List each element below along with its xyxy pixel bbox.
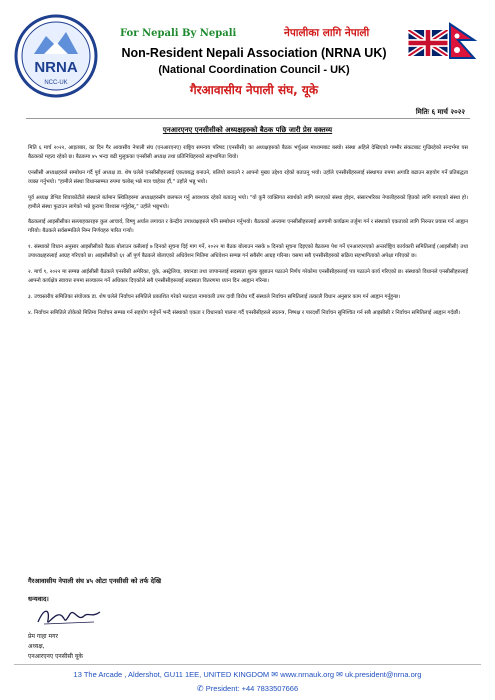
website-link[interactable]: www.nrnauk.org <box>280 670 334 679</box>
nrna-logo <box>14 14 98 98</box>
signatory-block <box>28 632 83 662</box>
letterhead <box>0 0 495 118</box>
president-phone[interactable]: President: +44 7833507666 <box>205 684 299 693</box>
address-text: 13 The Arcade , Aldershot, GU11 1EE, UNITED KINGDOM <box>73 670 270 679</box>
globe-icon: ✉ <box>271 670 281 679</box>
footer-divider <box>14 664 481 665</box>
decision-item: १. संस्थाको विधान अनुसार आइसीसीको बैठक बोलाउन कसैलाई ७ दिनको सूचना दिई माग गर्ने, २०२२ मा बैठक बोलाउन नसके ७ दिनको सूचना दिइएको बैठकमा पेश गर्ने एनआरएनएको अन्तर्राष्ट्रिय कार्यकारी समितिलाई (आइसीसी) तथा उपाध्यक्षहरुलाई आग्रह गरिएको छ। आइसीसीको ६१ औं पूर्ण बैठकले बोलाएको अधिवेशन मितिमा अधिवेशन सम्पन्न गर्न सबैसँग आग्रह गरिन्छ। यसमा सबै एनसीसीहरुको सक्रिय सहभागिताको अपेक्षा गरिएको छ। <box>28 244 468 260</box>
email-icon: ✉ <box>336 670 346 679</box>
closing-line: गैरआवासीय नेपाली संघ ४५ ओटा एनसीसी को तर्फ देखि <box>28 577 162 585</box>
organization-name: Non-Resident Nepali Association (NRNA UK) <box>121 46 387 60</box>
thanks-line: धन्यवाद। <box>28 595 49 603</box>
handwritten-signature <box>34 602 104 630</box>
body-paragraph: बैठकलाई आइसीसीका सल्लाहकारहरु कुल आचार्य, विष्णु अर्याल लगायत र केन्द्रीय उपाध्यक्षहरुले पनि सम्बोधन गर्नुभयो। बैठकको अन्त्यमा एनसीसीहरुलाई आगामी कार्यक्रम तर्जुमा गर्न र संस्थाको एकताको लागि निरन्तर प्रयास गर्न आह्वान गरियो। बैठकले सर्वसम्मतिले निम्न निर्णयहरु पारित गर्‍यो। <box>28 219 468 235</box>
nepal-flag-icon <box>448 22 478 60</box>
phone-icon: ✆ <box>196 684 206 693</box>
email-link[interactable]: uk.president@nrna.org <box>345 670 422 679</box>
decision-item: ३. उच्चस्तरीय समितिका संयोजक डा. शेष घलेले निर्वाचन समितिले प्रकाशित गरेको मतदाता नामावली उपर दावी विरोध गर्दै संस्थाले निर्वाचन समितिलाई तत्कालै विधान अनुसार काम गर्न आह्वान गर्नुहुन्छ। <box>28 293 401 300</box>
signatory-name: प्रेम गाहा मगर <box>28 633 58 640</box>
signatory-role: अध्यक्ष, <box>28 643 45 650</box>
press-statement-title: एनआरएनए एनसीसीको अध्यक्षहरुको बैठक पछि जारी प्रेस वक्तव्य <box>162 126 333 134</box>
footer-phone-line <box>0 684 495 693</box>
uk-flag-icon <box>408 30 448 56</box>
organization-name-nepali: गैरआवासीय नेपाली संघ, यूके <box>189 83 319 97</box>
organization-subtitle: (National Coordination Council - UK) <box>158 64 350 76</box>
decision-item: ४. निर्वाचन समितिले तोकेको मितिमा निर्वाचन सम्पन्न गर्न सहयोग गर्नुपर्ने भन्दै संस्थाको एकता र विधानको पालना गर्दै एनसीसीहरुले स्वतन्त्र, निष्पक्ष र पारदर्शी निर्वाचन सुनिश्चित गर्न सबै आइसीसी र निर्वाचन समितिलाई आह्वान गर्दछौं। <box>28 309 461 316</box>
letter-body <box>28 144 468 325</box>
body-paragraph: पूर्व अध्यक्ष डेभिड शिवाकोटीले संस्थाले बर्तमान स्थितिहरुमा अध्यक्षहरुसँग छलफल गर्नु आवश्यक रहेको बताउनु भयो। "यो कुनै व्यक्तिगत स्वार्थको लागि बनाएको संस्था होइन, संसारभरिका नेपालीहरुको हितको लागि बनाएको संस्था हो। हामीले संस्था फुटाउन लागेको भन्ने कुरामा विश्वास गर्नुहोस्," उहाँले भन्नुभयो। <box>28 194 468 210</box>
decision-item: २. मार्च ९, २०२२ मा सम्पन्न आईसीसी बैठकले एनसीसी अमेरिका, युके, अस्ट्रेलिया, क्यानडा तथा जापानलाई सदस्यता शुल्क बुझाउन पठाउने निर्णय गरेकोमा एनसीसीहरुलाई पत्र पठाउने कार्य गरिएको छ। संस्थाको विधानले एनसीसीहरुलाई आफ्नो कार्यक्षेत्र स्वायत्त रुपमा सञ्चालन गर्ने अधिकार दिएकोले सबै एनसीसीहरुलाई सदस्यता वितरणमा ध्यान दिन आह्वान गरिन्छ। <box>28 269 468 284</box>
tagline-english: For Nepali By Nepali <box>120 28 237 39</box>
body-paragraph: एनसीसी अध्यक्षहरुले सम्बोधन गर्दै पूर्व अध्यक्ष डा. शेष घलेले एनसीसीहरुलाई एकताबद्ध बनाउने, बलियो बनाउने र आफ्नो मुख्य उद्देश्य रहेको बताउनु भयो। उहाँले एनसीसीहरुलाई संस्थागत रुपमा अगाडि बढाउन सहयोग गर्ने प्रतिबद्धता व्यक्त गर्नुभयो। "हामीले संस्था विधानसम्मत रुपमा चलोस् भन्ने मात्र चाहेका हौं," उहाँले भन्नु भयो। <box>28 169 468 185</box>
header-divider <box>26 118 470 119</box>
signatory-organization: एनआरएनए एनसीसी यूके <box>28 653 83 660</box>
letter-date: मितिः ६ मार्च २०२२ <box>415 108 465 116</box>
tagline-nepali: नेपालीका लागि नेपाली <box>284 27 370 39</box>
footer-contact-line <box>0 670 495 679</box>
svg-text:NCC-UK: NCC-UK <box>44 80 68 86</box>
body-paragraph: मिति ६ मार्च २०२२, आइतबार, का दिन गैर आवासीय नेपाली संघ (एनआरएनए) राष्ट्रिय समन्वय परिषद (एनसीसी) का अध्यक्षहरुको बैठक भर्चुअल माध्यमबाट बस्यो। संस्था अहिले देखिएको गम्भीर संकटबाट गुज्रिरहेको सन्दर्भमा यस बैठकको महत्व रहेको छ। बैठकमा ४५ भन्दा बढी मुलुकका एनसीसी अध्यक्ष तथा प्रतिनिधिहरुको सहभागिता थियो। <box>28 145 468 160</box>
svg-text:NRNA: NRNA <box>34 59 78 76</box>
